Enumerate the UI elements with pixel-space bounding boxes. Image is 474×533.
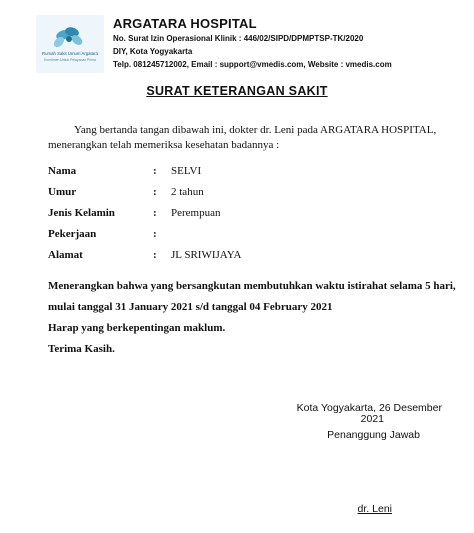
field-value-umur: 2 tahun — [171, 186, 204, 198]
field-label-alamat: Alamat — [48, 249, 83, 261]
field-separator: : — [153, 165, 157, 177]
field-label-nama: Nama — [48, 165, 77, 177]
field-label-jenis-kelamin: Jenis Kelamin — [48, 207, 115, 219]
logo-subtext: Komitmen Untuk Pelayanan Prima — [44, 58, 96, 62]
field-separator: : — [153, 186, 157, 198]
field-label-pekerjaan: Pekerjaan — [48, 228, 97, 240]
license-number: No. Surat Izin Operasional Klinik : 446/02/SIPD/DPMPTSP-TK/2020 — [113, 34, 364, 43]
field-separator: : — [153, 207, 157, 219]
rest-period: mulai tanggal 31 January 2021 s/d tanggal 04 February 2021 — [48, 301, 333, 313]
field-value-nama: SELVI — [171, 165, 202, 177]
hospital-logo-mark-icon — [36, 15, 104, 73]
hospital-contact: Telp. 081245712002, Email : support@vmedis.com, Website : vmedis.com — [113, 60, 392, 69]
logo-text: Rumah Sakit Umum Argatara — [42, 51, 98, 56]
intro-line-2: menerangkan telah memeriksa kesehatan badannya : — [48, 139, 280, 151]
signature-place-date: Kota Yogyakarta, 26 Desember — [296, 402, 442, 414]
hospital-logo — [36, 15, 104, 73]
signature-role: Penanggung Jawab — [327, 429, 420, 441]
signature-name: dr. Leni — [357, 503, 392, 515]
signature-year: 2021 — [360, 413, 384, 425]
document-title: SURAT KETERANGAN SAKIT — [146, 84, 328, 98]
thanks-statement: Terima Kasih. — [48, 343, 115, 355]
field-label-umur: Umur — [48, 186, 77, 198]
field-value-alamat: JL SRIWIJAYA — [171, 249, 242, 261]
hospital-city: DIY, Kota Yogyakarta — [113, 47, 193, 56]
hospital-name: ARGATARA HOSPITAL — [113, 16, 257, 31]
closing-statement: Harap yang berkepentingan maklum. — [48, 322, 226, 334]
field-value-jenis-kelamin: Perempuan — [171, 207, 221, 219]
rest-statement: Menerangkan bahwa yang bersangkutan membutuhkan waktu istirahat selama 5 hari, — [48, 280, 456, 292]
intro-line-1: Yang bertanda tangan dibawah ini, dokter dr. Leni pada ARGATARA HOSPITAL, — [74, 124, 437, 136]
field-separator: : — [153, 249, 157, 261]
field-separator: : — [153, 228, 157, 240]
